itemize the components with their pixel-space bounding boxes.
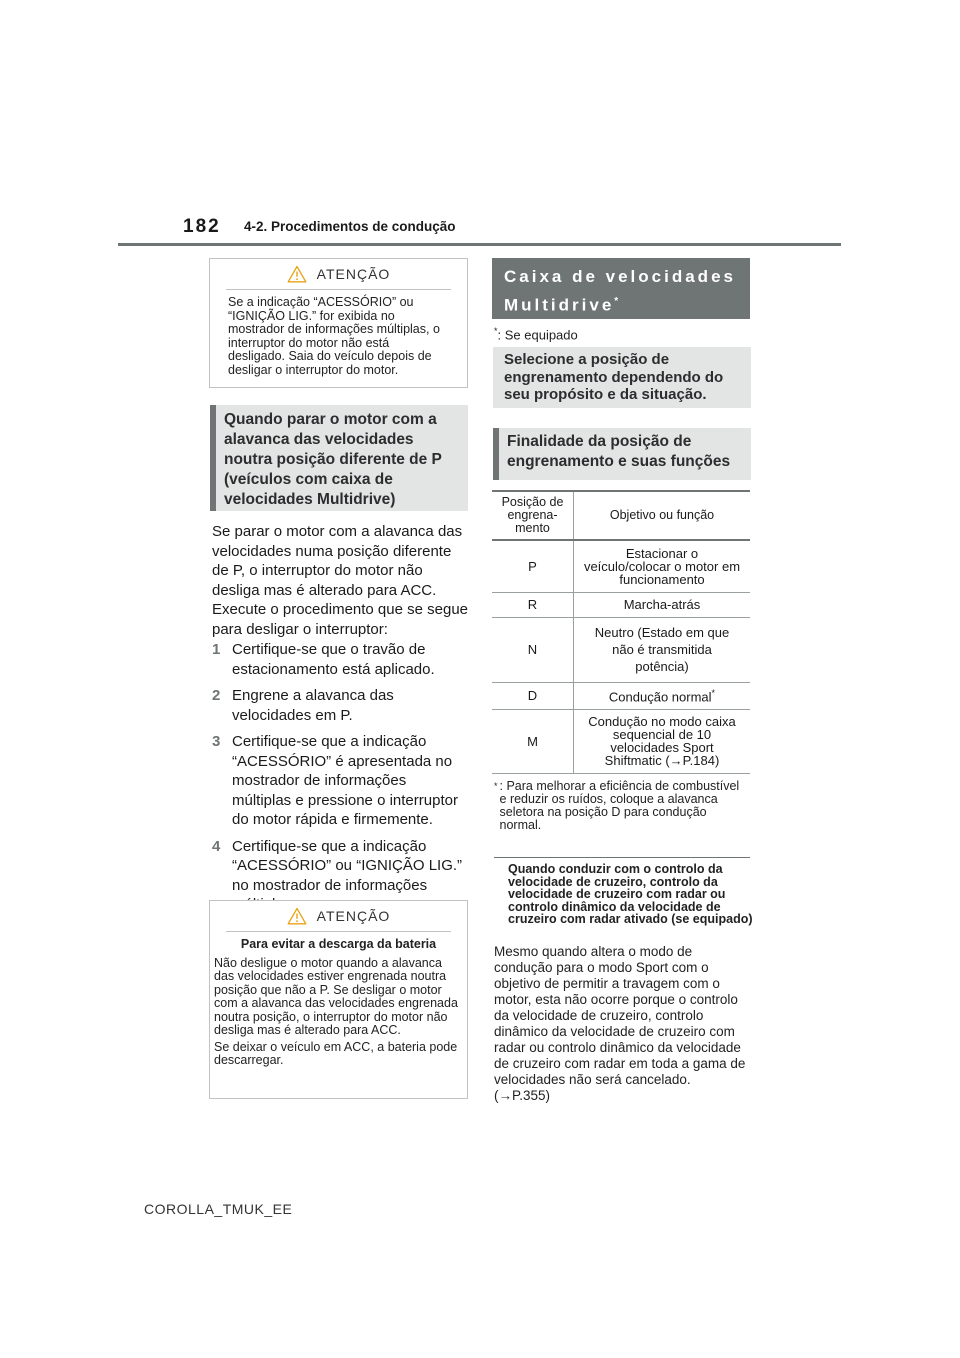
table-footnote xyxy=(494,780,748,832)
steps-list xyxy=(212,640,468,922)
document-code: COROLLA_TMUK_EE xyxy=(144,1201,293,1217)
warning-text: Não desligue o motor quando a alavanca das velocidades estiver engrenada noutra posição que não a P. Se desligar o motor com a alavanca das velocidades engrenada noutra posição, o interruptor do motor não desliga mas é alterado para ACC. xyxy=(214,955,458,1037)
column-header: Objetivo ou função xyxy=(574,491,751,540)
column-header: Posição de engrena-mento xyxy=(492,491,574,540)
section-heading-box xyxy=(210,405,468,511)
warning-triangle-icon xyxy=(287,907,307,925)
footnote-mark: * xyxy=(711,688,716,699)
gear-position-cell: R xyxy=(492,592,574,617)
subheading-box xyxy=(493,428,751,480)
select-info-box xyxy=(493,347,751,408)
table-row xyxy=(492,709,750,773)
table-row xyxy=(492,617,750,682)
gear-function-cell xyxy=(574,682,751,709)
gear-function-cell: Neutro (Estado em que não é transmitida potência) xyxy=(574,617,751,682)
page-number: 182 xyxy=(183,216,221,237)
warning-header xyxy=(210,259,467,289)
footnote-mark: * xyxy=(494,326,498,336)
warning-subheading: Para evitar a descarga da bateria xyxy=(240,937,437,951)
warning-triangle-icon xyxy=(287,265,307,283)
warning-text: Se a indicação “ACESSÓRIO” ou “IGNIÇÃO LIG.” for exibida no mostrador de informações múltiplas, o interruptor do motor não está desligado. Saia do veículo depois de desligar o interruptor do motor. xyxy=(228,295,440,377)
sub-heading: Finalidade da posição de engrenamento e suas funções xyxy=(507,433,731,470)
gear-function-cell: Marcha-atrás xyxy=(574,592,751,617)
main-heading-box xyxy=(492,258,750,319)
main-heading: Caixa de velocidades Multidrive xyxy=(504,267,736,315)
gear-position-cell: M xyxy=(492,709,574,773)
step-item xyxy=(212,732,468,830)
cruise-text: Mesmo quando altera o modo de condução para o modo Sport com o objetivo de permitir a travagem com o motor, esta não ocorre porque o controlo da velocidade de cruzeiro, controlo dinâmico da velocidade de cruzeiro com radar ou controlo dinâmico da velocidade de cruzeiro com radar em toda a gama de velocidades não será cancelado. (→P.355) xyxy=(494,944,746,1103)
warning-body xyxy=(210,932,467,1076)
header-divider xyxy=(118,243,841,246)
step-number: 3 xyxy=(212,733,221,750)
table-header-row xyxy=(492,491,750,540)
step-item xyxy=(212,686,468,725)
gear-function-text: Condução normal xyxy=(608,689,712,705)
step-item xyxy=(212,640,468,679)
section-heading: Quando parar o motor com a alavanca das velocidades noutra posição diferente de P (veículos com caixa de velocidades Multidrive) xyxy=(224,411,442,508)
table-row xyxy=(492,540,750,592)
equipped-note-text: : Se equipado xyxy=(497,327,578,343)
cruise-heading: Quando conduzir com o controlo da velocidade de cruzeiro, controlo da velocidade de cruzeiro com radar ou controlo dinâmico da velocidade de cruzeiro com radar ativado (se equipado) xyxy=(508,862,753,926)
table-footnote-text: : Para melhorar a eficiência de combustível e reduzir os ruídos, coloque a alavanca seletora na posição D para condução normal. xyxy=(499,779,740,832)
gear-position-cell: N xyxy=(492,617,574,682)
info-divider xyxy=(494,857,750,858)
warning-title: ATENÇÃO xyxy=(316,266,391,282)
section-title: 4-2. Procedimentos de condução xyxy=(244,219,456,234)
gear-function-cell: Estacionar o veículo/colocar o motor em funcionamento xyxy=(574,540,751,592)
gear-position-table xyxy=(492,490,750,774)
gear-function-cell: Condução no modo caixa sequencial de 10 velocidades Sport Shiftmatic (→P.184) xyxy=(574,709,751,773)
warning-body xyxy=(210,290,467,385)
step-number: 2 xyxy=(212,687,221,704)
step-text: Certifique-se que a indicação “ACESSÓRIO” é apresentada no mostrador de informações múltiplas e pressione o interruptor do motor rápida e firmemente. xyxy=(232,733,458,828)
footnote-mark: * xyxy=(614,296,619,307)
step-number: 4 xyxy=(212,837,221,855)
warning-box-1 xyxy=(209,258,468,388)
warning-box-2 xyxy=(209,900,468,1099)
warning-header xyxy=(210,901,467,931)
step-text: Certifique-se que o travão de estacionamento está aplicado. xyxy=(232,641,435,678)
table-row xyxy=(492,682,750,709)
step-text: Certifique-se que a indicação “ACESSÓRIO” ou “IGNIÇÃO LIG.” no mostrador de informações xyxy=(232,837,463,894)
warning-title: ATENÇÃO xyxy=(316,908,391,924)
warning-text: Se deixar o veículo em ACC, a bateria pode descarregar. xyxy=(214,1039,458,1067)
footnote-mark: * xyxy=(494,781,498,791)
select-info-text: Selecione a posição de engrenamento dependendo do seu propósito e da situação. xyxy=(504,351,724,403)
equipped-note xyxy=(494,325,578,341)
step-number: 1 xyxy=(212,641,221,658)
intro-paragraph: Se parar o motor com a alavanca das velocidades numa posição diferente de P, o interruptor do motor não desliga mas é alterado para ACC. Execute o procedimento que se segue para desligar o interruptor: xyxy=(212,523,469,638)
step-text: Engrene a alavanca das velocidades em P. xyxy=(232,687,394,724)
table-row xyxy=(492,592,750,617)
gear-position-cell: D xyxy=(492,682,574,709)
gear-position-cell: P xyxy=(492,540,574,592)
